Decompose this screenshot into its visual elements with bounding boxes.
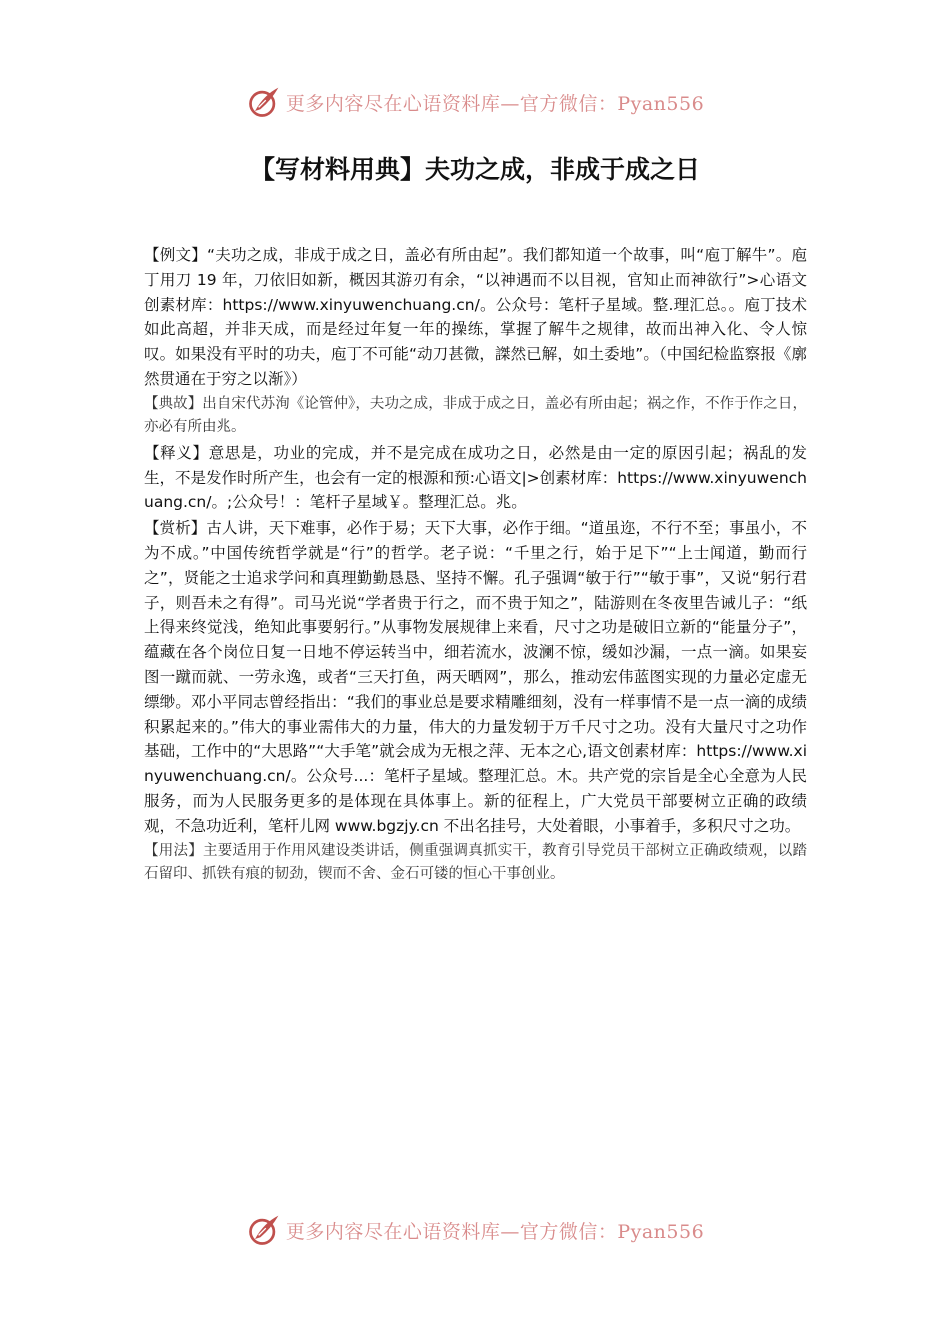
paragraph-meaning: 【释义】意思是，功业的完成，并不是完成在成功之日，必然是由一定的原因引起；祸乱的发生，不是发作时所产生，也会有一定的根源和预:心语文|>创素材库：https://www.xinyuwenchuang.cn/。;公众号！：笔杆子星域￥。整理汇总。兆。: [144, 443, 807, 512]
quill-logo-icon: [246, 84, 282, 120]
page-title: 【写材料用典】夫功之成，非成于成之日: [249, 155, 700, 184]
paragraph-source: 【典故】出自宋代苏洵《论管仲》，夫功之成，非成于成之日，盖必有所由起；祸之作，不作于作之日，亦必有所由兆。: [144, 395, 807, 436]
banner-text: 更多内容尽在心语资料库—官方微信：Pyan556: [285, 1220, 705, 1243]
document-body: [144, 243, 807, 887]
footer-banner: [0, 1208, 950, 1252]
paragraph-usage: 【用法】主要适用于作用风建设类讲话，侧重强调真抓实干，教育引导党员干部树立正确政绩观，以踏石留印、抓铁有痕的韧劲，锲而不舍、金石可镂的恒心干事创业。: [144, 842, 807, 883]
paragraph-example: 【例文】“夫功之成，非成于成之日，盖必有所由起”。我们都知道一个故事，叫“庖丁解牛”。庖丁用刀 19 年，刀依旧如新，概因其游刃有余，“以神遇而不以目视，官知止而神欲行”>心语文创素材库：https://www.xinyuwenchuang.cn/。公众号：笔杆子星域。整.理汇总。。庖丁技术如此高超，并非天成，而是经过年复一年的操练，掌握了解牛之规律，故而出神入化、令人惊叹。如果没有平时的功夫，庖丁不可能“动刀甚微，謋然已解，如土委地”。（中国纪检监察报《廓然贯通在于穷之以渐》）: [144, 246, 807, 388]
paragraph-analysis: 【赏析】古人讲，天下难事，必作于易；天下大事，必作于细。“道虽迩，不行不至；事虽小，不为不成。”中国传统哲学就是“行”的哲学。老子说：“千里之行，始于足下”“上士闻道，勤而行之”，贤能之士追求学问和真理勤勤恳恳、坚持不懈。孔子强调“敏于行”“敏于事”，又说“躬行君子，则吾未之有得”。司马光说“学者贵于行之，而不贵于知之”，陆游则在冬夜里告诫儿子：“纸上得来终觉浅，绝知此事要躬行。”从事物发展规律上来看，尺寸之功是破旧立新的“能量分子”，蕴藏在各个岗位日复一日地不停运转当中，细若流水，波澜不惊，缓如沙漏，一点一滴。如果妄图一蹴而就、一劳永逸，或者“三天打鱼，两天晒网”，那么，推动宏伟蓝图实现的力量必定虚无缥缈。邓小平同志曾经指出：“我们的事业总是要求精雕细刻，没有一样事情不是一点一滴的成绩积累起来的。”伟大的事业需伟大的力量，伟大的力量发轫于万千尺寸之功。没有大量尺寸之功作基础，工作中的“大思路”“大手笔”就会成为无根之萍、无本之心,语文创素材库：https://www.xinyuwenchuang.cn/。公众号...：笔杆子星域。整理汇总。木。共产党的宗旨是全心全意为人民服务，而为人民服务更多的是体现在具体事上。新的征程上，广大党员干部要树立正确的政绩观，不急功近利，笔杆儿网 www.bgzjy.cn 不出名挂号，大处着眼，小事着手，多积尺寸之功。: [144, 519, 807, 835]
banner-text: 更多内容尽在心语资料库—官方微信：Pyan556: [285, 92, 705, 115]
quill-logo-icon: [246, 1212, 282, 1248]
header-banner: [0, 80, 950, 124]
